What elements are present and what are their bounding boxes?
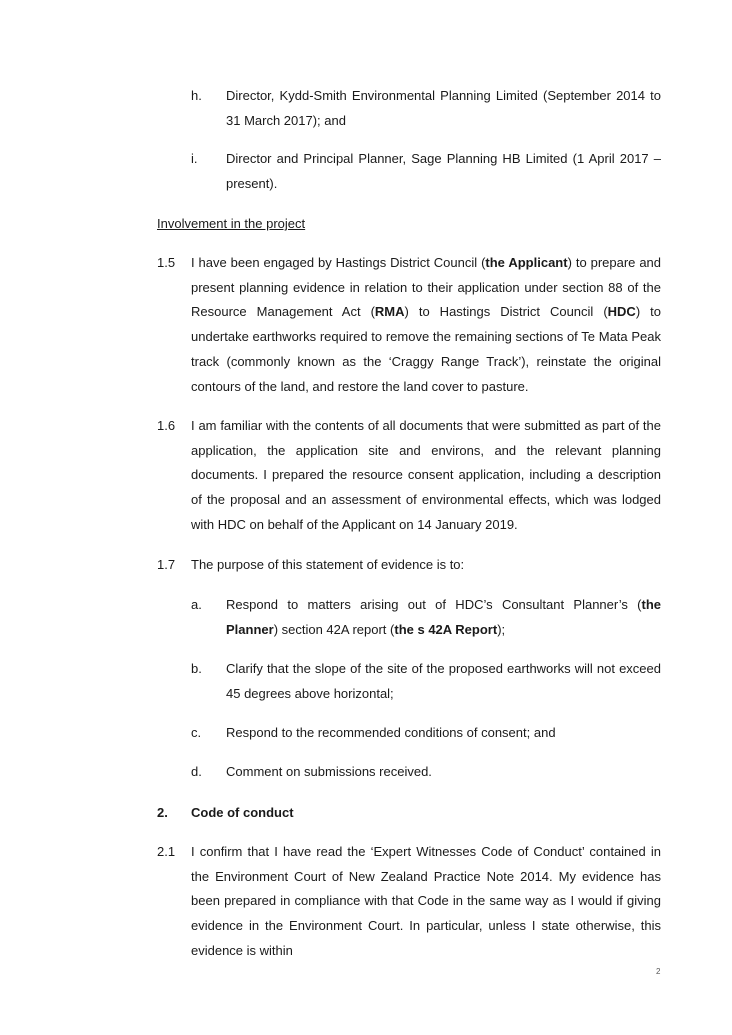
section-number-2: 2. — [157, 805, 168, 820]
paragraph-1-6: I am familiar with the contents of all documents that were submitted as part of the application, the application site and environs, and the relevant planning documents. I prepared the resource consent application, including a description of the proposal and an assessment of environmental effects, which was lodged with HDC on behalf of the Applicant on 14 January 2019. — [191, 418, 661, 532]
heading-involvement: Involvement in the project — [157, 216, 306, 231]
term-planner: the Planner — [226, 597, 661, 637]
term-hdc: HDC — [607, 304, 636, 320]
term-s42a-report: the s 42A Report — [394, 621, 498, 637]
paragraph-2-1: I confirm that I have read the ‘Expert Witnesses Code of Conduct’ contained in the Environment Court of New Zealand Practice Note 2014. My evidence has been prepared in compliance with that Code in the same way as I would if giving evidence in the Environment Court. In particular, unless I state otherwise, this evidence is within — [191, 844, 661, 958]
list-item-d: Comment on submissions received. — [226, 764, 432, 779]
list-item-b: Clarify that the slope of the site of the proposed earthworks will not exceed 45 degrees above horizontal; — [226, 661, 661, 701]
paragraph-1-5: I have been engaged by Hastings District Council (the Applicant) to prepare and present planning evidence in relation to their application under section 88 of the Resource Management Act (RMA) to Hastings District Council (HDC) to undertake earthworks required to remove the remaining sections of Te Mata Peak track (commonly known as the ‘Craggy Range Track’), reinstate the original contours of the land, and restore the land cover to pasture. — [191, 255, 662, 394]
para-number-2-1: 2.1 — [157, 844, 176, 859]
list-marker-d: d. — [191, 764, 202, 779]
list-marker-b: b. — [191, 661, 202, 676]
para-number-1-5: 1.5 — [157, 255, 176, 270]
section-title-code-of-conduct: Code of conduct — [191, 805, 294, 820]
list-marker-c: c. — [191, 725, 202, 740]
list-marker-h: h. — [191, 88, 202, 103]
list-marker-a: a. — [191, 597, 202, 612]
list-item-h: Director, Kydd-Smith Environmental Planning Limited (September 2014 to 31 March 2017); and — [226, 88, 661, 128]
list-marker-i: i. — [191, 151, 198, 166]
list-item-a: Respond to matters arising out of HDC’s Consultant Planner’s (the Planner) section 42A report (the s 42A Report); — [226, 597, 661, 637]
para-number-1-7: 1.7 — [157, 557, 176, 572]
term-rma: RMA — [374, 304, 405, 320]
list-item-i: Director and Principal Planner, Sage Planning HB Limited (1 April 2017 – present). — [226, 151, 661, 191]
para-number-1-6: 1.6 — [157, 418, 176, 433]
paragraph-1-7: The purpose of this statement of evidence is to: — [191, 557, 465, 572]
term-applicant: the Applicant — [485, 255, 568, 270]
page-number: 2 — [656, 967, 661, 976]
list-item-c: Respond to the recommended conditions of consent; and — [226, 725, 556, 740]
